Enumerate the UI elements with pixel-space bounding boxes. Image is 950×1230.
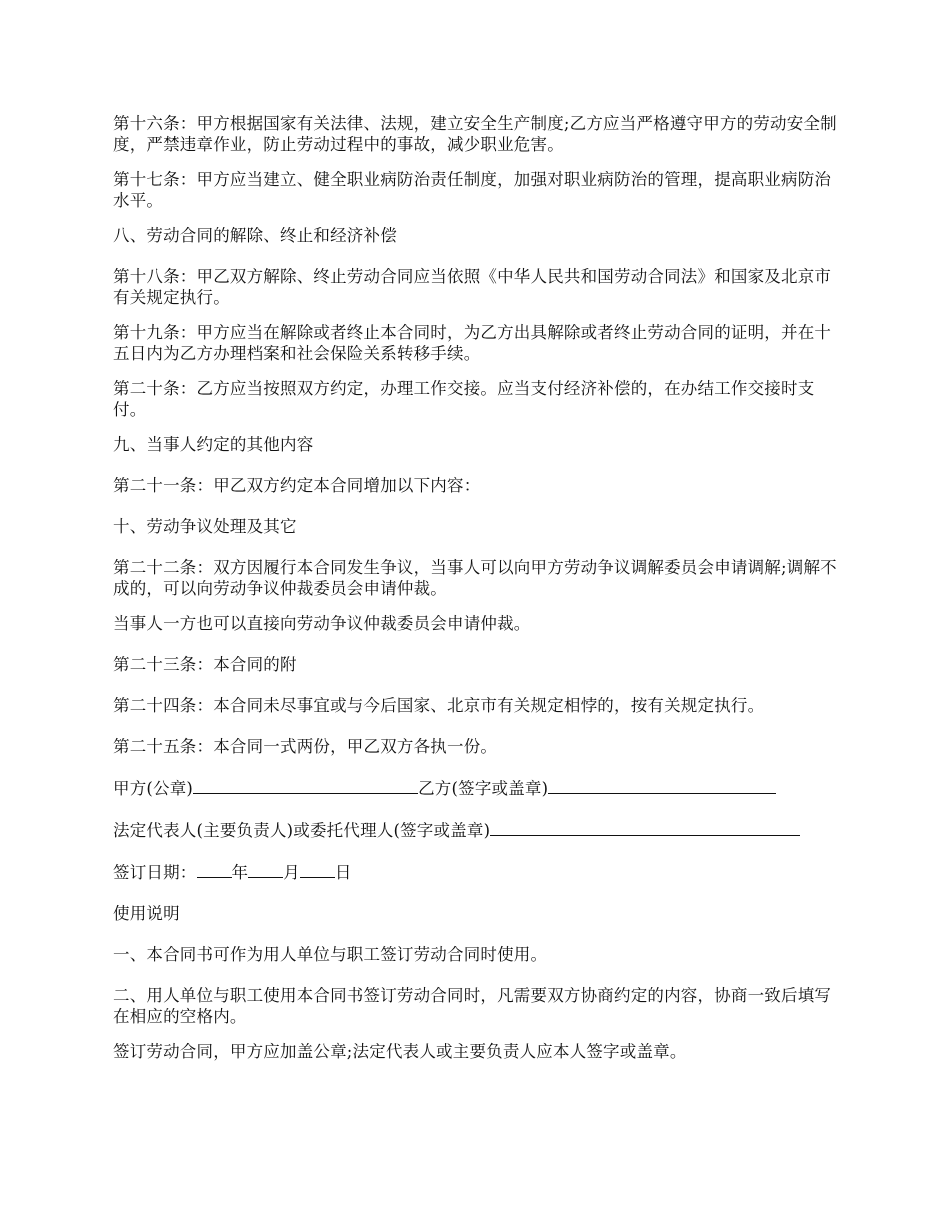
usage-item-2: 二、用人单位与职工使用本合同书签订劳动合同时，凡需要双方协商约定的内容，协商一致后填写在相应的空格内。 (113, 986, 832, 1026)
rep-label: 法定代表人(主要负责人)或委托代理人(签字或盖章) (113, 821, 491, 840)
section-heading-8: 八、劳动合同的解除、终止和经济补偿 (113, 226, 397, 245)
date-label: 签订日期： (113, 863, 197, 882)
rep-signature-blank[interactable] (490, 819, 800, 836)
article-20: 第二十条：乙方应当按照双方约定，办理工作交接。应当支付经济补偿的，在办结工作交接时支付。 (113, 379, 815, 419)
article-17: 第十七条：甲方应当建立、健全职业病防治责任制度，加强对职业病防治的管理，提高职业病防治水平。 (113, 170, 832, 210)
day-label: 日 (334, 863, 352, 882)
signature-parties-line (113, 777, 843, 799)
party-b-label: 乙方(签字或盖章) (418, 779, 549, 798)
article-23: 第二十三条：本合同的附 (113, 655, 297, 674)
year-blank[interactable] (197, 861, 232, 878)
party-a-label: 甲方(公章) (113, 779, 194, 798)
section-heading-9: 九、当事人约定的其他内容 (113, 435, 314, 454)
month-blank[interactable] (248, 861, 283, 878)
year-label: 年 (231, 863, 249, 882)
article-24: 第二十四条：本合同未尽事宜或与今后国家、北京市有关规定相悖的，按有关规定执行。 (113, 696, 765, 715)
article-22-note: 当事人一方也可以直接向劳动争议仲裁委员会申请仲裁。 (113, 614, 531, 633)
month-label: 月 (283, 863, 300, 882)
usage-item-3: 签订劳动合同，甲方应加盖公章;法定代表人或主要负责人应本人签字或盖章。 (113, 1042, 687, 1061)
article-16: 第十六条：甲方根据国家有关法律、法规，建立安全生产制度;乙方应当严格遵守甲方的劳动安全制度，严禁违章作业，防止劳动过程中的事故，减少职业危害。 (113, 114, 837, 154)
signing-date-line (113, 861, 843, 883)
article-19: 第十九条：甲方应当在解除或者终止本合同时，为乙方出具解除或者终止劳动合同的证明，并在十五日内为乙方办理档案和社会保险关系转移手续。 (113, 323, 832, 363)
section-heading-10: 十、劳动争议处理及其它 (113, 517, 297, 536)
article-22: 第二十二条：双方因履行本合同发生争议，当事人可以向甲方劳动争议调解委员会申请调解;调解不成的，可以向劳动争议仲裁委员会申请仲裁。 (113, 558, 837, 598)
signature-rep-line (113, 819, 843, 841)
party-b-signature-blank[interactable] (548, 777, 776, 794)
day-blank[interactable] (300, 861, 335, 878)
usage-title: 使用说明 (113, 904, 180, 923)
contract-page (113, 113, 843, 1076)
article-25: 第二十五条：本合同一式两份，甲乙双方各执一份。 (113, 737, 498, 756)
party-a-signature-blank[interactable] (193, 777, 418, 794)
article-18: 第十八条：甲乙双方解除、终止劳动合同应当依照《中华人民共和国劳动合同法》和国家及北京市有关规定执行。 (113, 267, 832, 307)
usage-item-1: 一、本合同书可作为用人单位与职工签订劳动合同时使用。 (113, 945, 548, 964)
article-21: 第二十一条：甲乙双方约定本合同增加以下内容： (113, 476, 481, 495)
